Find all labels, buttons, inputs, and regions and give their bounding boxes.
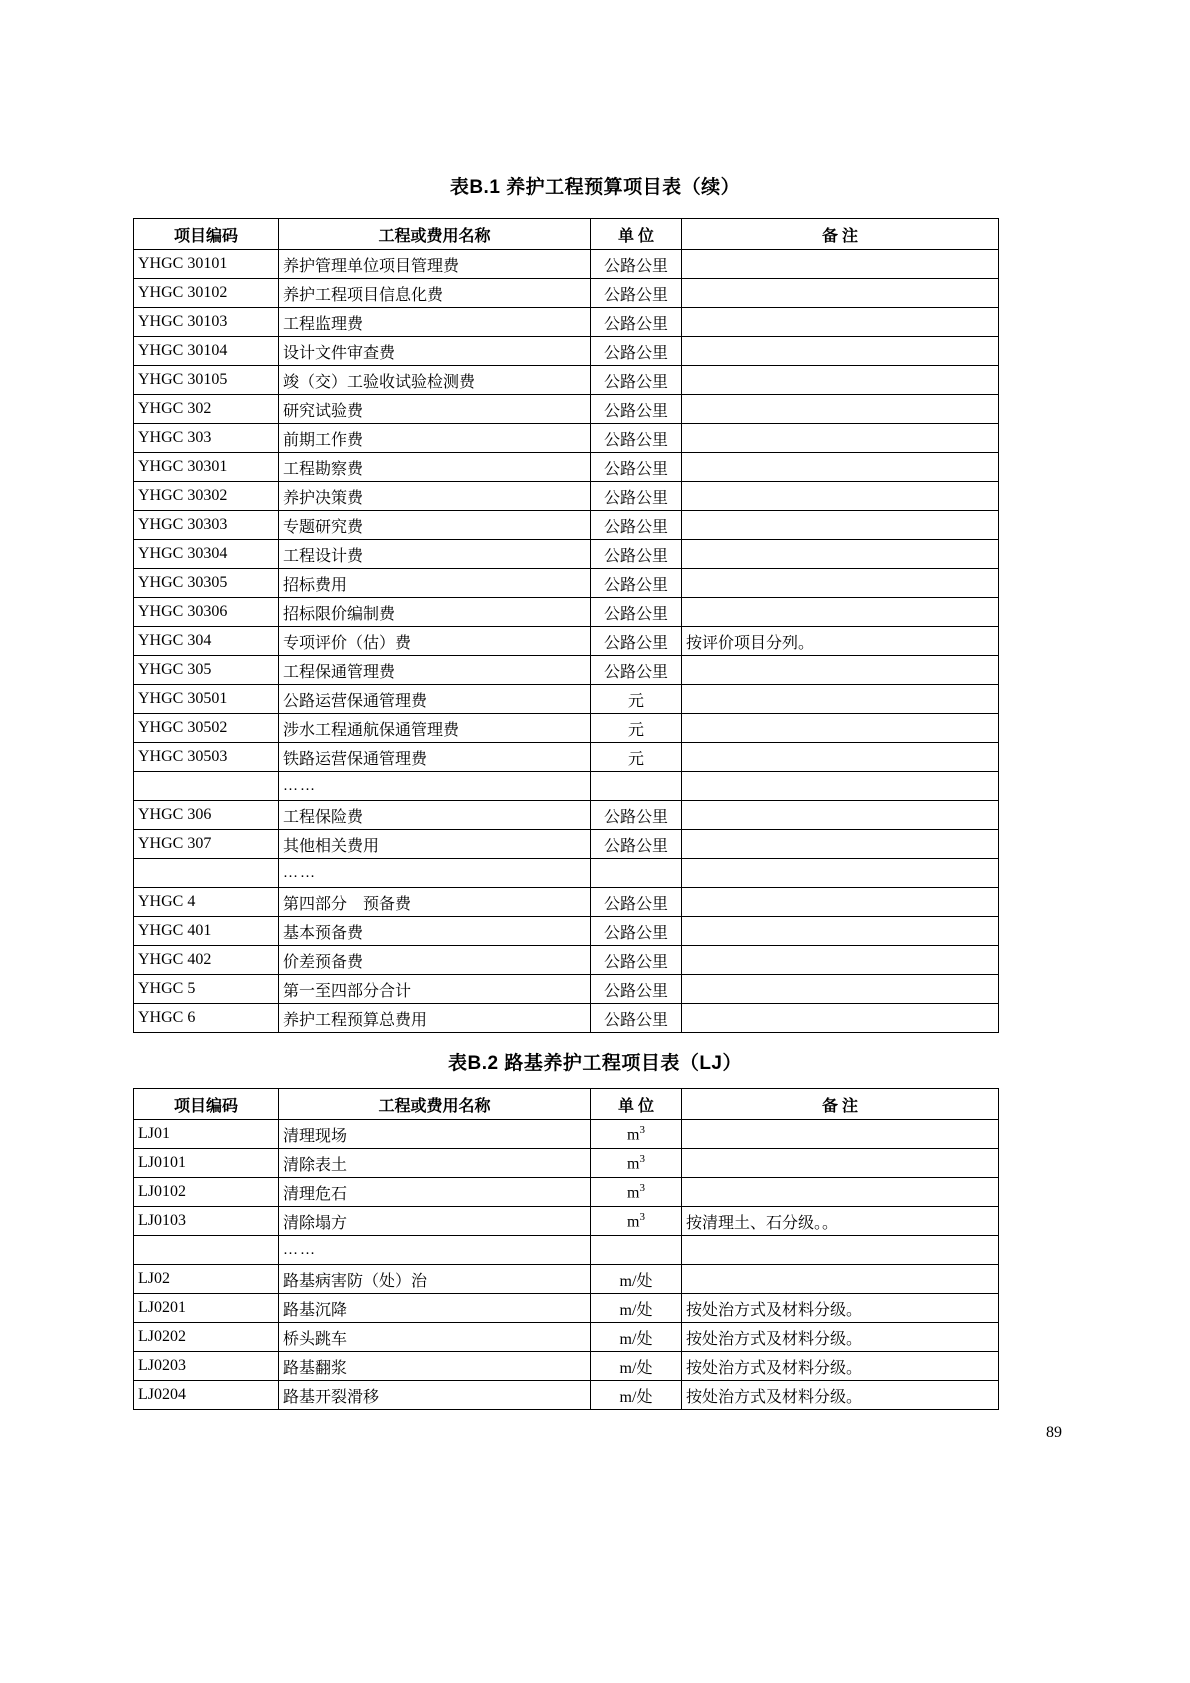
table-row	[134, 511, 999, 540]
table-row	[134, 540, 999, 569]
cell-item-name: 路基病害防（处）治	[279, 1265, 591, 1294]
cell-item-code	[134, 772, 279, 801]
cell-unit: 公路公里	[591, 917, 682, 946]
cell-item-code: LJ0204	[134, 1381, 279, 1410]
table-row	[134, 395, 999, 424]
cell-unit: $m^3$	[591, 1207, 682, 1236]
column-header-note: 备 注	[682, 219, 999, 250]
cell-note	[682, 917, 999, 946]
cell-unit: $m^3$	[591, 1149, 682, 1178]
cell-item-name: 公路运营保通管理费	[279, 685, 591, 714]
cell-item-code: LJ02	[134, 1265, 279, 1294]
table-row	[134, 279, 999, 308]
cell-unit: 公路公里	[591, 656, 682, 685]
cell-note	[682, 1236, 999, 1265]
column-header-unit: 单 位	[591, 1089, 682, 1120]
table-row	[134, 453, 999, 482]
table-row	[134, 888, 999, 917]
cell-item-name: 工程勘察费	[279, 453, 591, 482]
table-2-title: 表B.2 路基养护工程项目表（LJ）	[447, 1053, 743, 1074]
cell-note: 按评价项目分列。	[682, 627, 999, 656]
table-row	[134, 1381, 999, 1410]
cell-item-code: LJ0202	[134, 1323, 279, 1352]
cell-unit: m/处	[591, 1352, 682, 1381]
cell-note	[682, 888, 999, 917]
cell-item-name: 养护决策费	[279, 482, 591, 511]
table-header-row	[134, 219, 999, 250]
cell-unit: 公路公里	[591, 453, 682, 482]
cell-item-code: YHGC 303	[134, 424, 279, 453]
cell-unit	[591, 1236, 682, 1265]
cell-item-name: 路基开裂滑移	[279, 1381, 591, 1410]
cell-item-name: 价差预备费	[279, 946, 591, 975]
cell-unit: 公路公里	[591, 250, 682, 279]
cell-item-name: 竣（交）工验收试验检测费	[279, 366, 591, 395]
cell-note	[682, 540, 999, 569]
cell-unit	[591, 859, 682, 888]
table-row	[134, 1236, 999, 1265]
cell-unit: 公路公里	[591, 830, 682, 859]
table-row	[134, 424, 999, 453]
cell-unit: 公路公里	[591, 888, 682, 917]
cell-unit: 元	[591, 685, 682, 714]
table-row	[134, 569, 999, 598]
cell-note	[682, 424, 999, 453]
cell-item-name: 养护工程项目信息化费	[279, 279, 591, 308]
page-number: 89	[1046, 1424, 1062, 1441]
cell-item-code: LJ0201	[134, 1294, 279, 1323]
cell-unit: 公路公里	[591, 975, 682, 1004]
table-row	[134, 482, 999, 511]
table-row	[134, 1323, 999, 1352]
table-row	[134, 859, 999, 888]
cell-item-name: 第四部分 预备费	[279, 888, 591, 917]
table-row	[134, 250, 999, 279]
table-row	[134, 1120, 999, 1149]
table-row	[134, 830, 999, 859]
cell-note	[682, 656, 999, 685]
table-row	[134, 801, 999, 830]
table-row	[134, 714, 999, 743]
cell-item-name: 路基翻浆	[279, 1352, 591, 1381]
cell-unit: m/处	[591, 1265, 682, 1294]
cell-ellipsis: ……	[279, 772, 591, 801]
cell-item-code: LJ0203	[134, 1352, 279, 1381]
cell-unit: 公路公里	[591, 366, 682, 395]
cell-note: 按清理土、石分级。。	[682, 1207, 999, 1236]
cell-note: 按处治方式及材料分级。	[682, 1381, 999, 1410]
cell-note	[682, 482, 999, 511]
cell-note	[682, 1149, 999, 1178]
cell-note	[682, 801, 999, 830]
cell-ellipsis: ……	[279, 859, 591, 888]
cell-unit: 公路公里	[591, 395, 682, 424]
cell-item-code: YHGC 30303	[134, 511, 279, 540]
cell-item-code: LJ0101	[134, 1149, 279, 1178]
cell-unit: 公路公里	[591, 801, 682, 830]
cell-item-code: YHGC 4	[134, 888, 279, 917]
table-row	[134, 1294, 999, 1323]
table-row	[134, 366, 999, 395]
cell-item-name: 铁路运营保通管理费	[279, 743, 591, 772]
table-row	[134, 1178, 999, 1207]
cell-unit	[591, 772, 682, 801]
cell-item-name: 招标费用	[279, 569, 591, 598]
cell-note	[682, 1265, 999, 1294]
table-header-row	[134, 1089, 999, 1120]
cell-note	[682, 395, 999, 424]
cell-unit: $m^3$	[591, 1120, 682, 1149]
table-1-title: 表B.1 养护工程预算项目表（续）	[449, 177, 741, 198]
cell-item-name: 专题研究费	[279, 511, 591, 540]
maintenance-budget-items-table	[133, 218, 999, 1033]
column-header-name: 工程或费用名称	[279, 1089, 591, 1120]
cell-note	[682, 830, 999, 859]
cell-unit: m/处	[591, 1323, 682, 1352]
cell-note	[682, 1004, 999, 1033]
cell-item-code: YHGC 302	[134, 395, 279, 424]
cell-item-code	[134, 1236, 279, 1265]
cell-note: 按处治方式及材料分级。	[682, 1294, 999, 1323]
cell-note	[682, 598, 999, 627]
table-row	[134, 308, 999, 337]
cell-item-code: YHGC 305	[134, 656, 279, 685]
table-row	[134, 337, 999, 366]
cell-unit: 公路公里	[591, 424, 682, 453]
cell-unit: 公路公里	[591, 511, 682, 540]
cell-item-name: 招标限价编制费	[279, 598, 591, 627]
cell-item-name: 桥头跳车	[279, 1323, 591, 1352]
table-row	[134, 627, 999, 656]
cell-unit: 元	[591, 714, 682, 743]
cell-item-code: YHGC 30502	[134, 714, 279, 743]
cell-note	[682, 308, 999, 337]
cell-item-code: LJ0103	[134, 1207, 279, 1236]
cell-item-name: 其他相关费用	[279, 830, 591, 859]
cell-unit: 公路公里	[591, 598, 682, 627]
cell-item-name: 研究试验费	[279, 395, 591, 424]
cell-item-code: YHGC 30104	[134, 337, 279, 366]
table-row	[134, 685, 999, 714]
cell-unit: 元	[591, 743, 682, 772]
cell-unit: 公路公里	[591, 946, 682, 975]
cell-item-code: YHGC 306	[134, 801, 279, 830]
cell-unit: 公路公里	[591, 279, 682, 308]
cell-unit: m/处	[591, 1294, 682, 1323]
cell-item-name: 工程监理费	[279, 308, 591, 337]
cell-unit: 公路公里	[591, 308, 682, 337]
cell-item-code: YHGC 30305	[134, 569, 279, 598]
cell-unit: 公路公里	[591, 337, 682, 366]
cell-unit: 公路公里	[591, 482, 682, 511]
cell-item-name: 专项评价（估）费	[279, 627, 591, 656]
column-header-name: 工程或费用名称	[279, 219, 591, 250]
column-header-code: 项目编码	[134, 1089, 279, 1120]
table-row	[134, 598, 999, 627]
cell-note	[682, 453, 999, 482]
table-row	[134, 1207, 999, 1236]
cell-unit: 公路公里	[591, 569, 682, 598]
column-header-unit: 单 位	[591, 219, 682, 250]
cell-item-name: 工程设计费	[279, 540, 591, 569]
table-row	[134, 975, 999, 1004]
cell-item-code: YHGC 30103	[134, 308, 279, 337]
cell-note	[682, 250, 999, 279]
cell-item-code: YHGC 30105	[134, 366, 279, 395]
cell-item-code: YHGC 307	[134, 830, 279, 859]
cell-note	[682, 946, 999, 975]
cell-note	[682, 1178, 999, 1207]
cell-item-code: YHGC 30101	[134, 250, 279, 279]
cell-item-code: YHGC 30501	[134, 685, 279, 714]
cell-item-code: LJ0102	[134, 1178, 279, 1207]
cell-note	[682, 511, 999, 540]
cell-note	[682, 366, 999, 395]
cell-item-code: YHGC 304	[134, 627, 279, 656]
cell-unit: m/处	[591, 1381, 682, 1410]
table-row	[134, 1149, 999, 1178]
cell-note	[682, 975, 999, 1004]
cell-item-name: 养护工程预算总费用	[279, 1004, 591, 1033]
cell-note	[682, 685, 999, 714]
cell-item-code: YHGC 30301	[134, 453, 279, 482]
cell-unit: $m^3$	[591, 1178, 682, 1207]
cell-item-code: YHGC 30306	[134, 598, 279, 627]
table-row	[134, 946, 999, 975]
cell-note	[682, 279, 999, 308]
table-row	[134, 1352, 999, 1381]
cell-item-name: 设计文件审查费	[279, 337, 591, 366]
cell-item-name: 清理现场	[279, 1120, 591, 1149]
cell-item-name: 基本预备费	[279, 917, 591, 946]
cell-note	[682, 1120, 999, 1149]
cell-item-code: YHGC 6	[134, 1004, 279, 1033]
table-row	[134, 917, 999, 946]
cell-note	[682, 714, 999, 743]
cell-item-name: 工程保险费	[279, 801, 591, 830]
cell-item-code: YHGC 401	[134, 917, 279, 946]
cell-note	[682, 772, 999, 801]
cell-note: 按处治方式及材料分级。	[682, 1323, 999, 1352]
table-row	[134, 772, 999, 801]
cell-unit: 公路公里	[591, 1004, 682, 1033]
cell-item-name: 养护管理单位项目管理费	[279, 250, 591, 279]
cell-item-code: YHGC 402	[134, 946, 279, 975]
cell-note	[682, 743, 999, 772]
cell-unit: 公路公里	[591, 627, 682, 656]
cell-item-name: 路基沉降	[279, 1294, 591, 1323]
cell-item-name: 第一至四部分合计	[279, 975, 591, 1004]
column-header-code: 项目编码	[134, 219, 279, 250]
cell-item-name: 清除表土	[279, 1149, 591, 1178]
cell-note: 按处治方式及材料分级。	[682, 1352, 999, 1381]
subgrade-maintenance-items-table	[133, 1088, 999, 1410]
cell-ellipsis: ……	[279, 1236, 591, 1265]
column-header-note: 备 注	[682, 1089, 999, 1120]
table-row	[134, 1004, 999, 1033]
cell-item-name: 清理危石	[279, 1178, 591, 1207]
table-row	[134, 1265, 999, 1294]
cell-item-code: YHGC 30302	[134, 482, 279, 511]
cell-item-code: LJ01	[134, 1120, 279, 1149]
cell-item-code: YHGC 30503	[134, 743, 279, 772]
cell-item-name: 前期工作费	[279, 424, 591, 453]
cell-note	[682, 859, 999, 888]
cell-item-name: 工程保通管理费	[279, 656, 591, 685]
cell-item-code: YHGC 30102	[134, 279, 279, 308]
cell-item-name: 清除塌方	[279, 1207, 591, 1236]
cell-item-code	[134, 859, 279, 888]
cell-item-code: YHGC 5	[134, 975, 279, 1004]
cell-unit: 公路公里	[591, 540, 682, 569]
cell-item-code: YHGC 30304	[134, 540, 279, 569]
table-row	[134, 743, 999, 772]
cell-item-name: 涉水工程通航保通管理费	[279, 714, 591, 743]
table-row	[134, 656, 999, 685]
cell-note	[682, 337, 999, 366]
cell-note	[682, 569, 999, 598]
